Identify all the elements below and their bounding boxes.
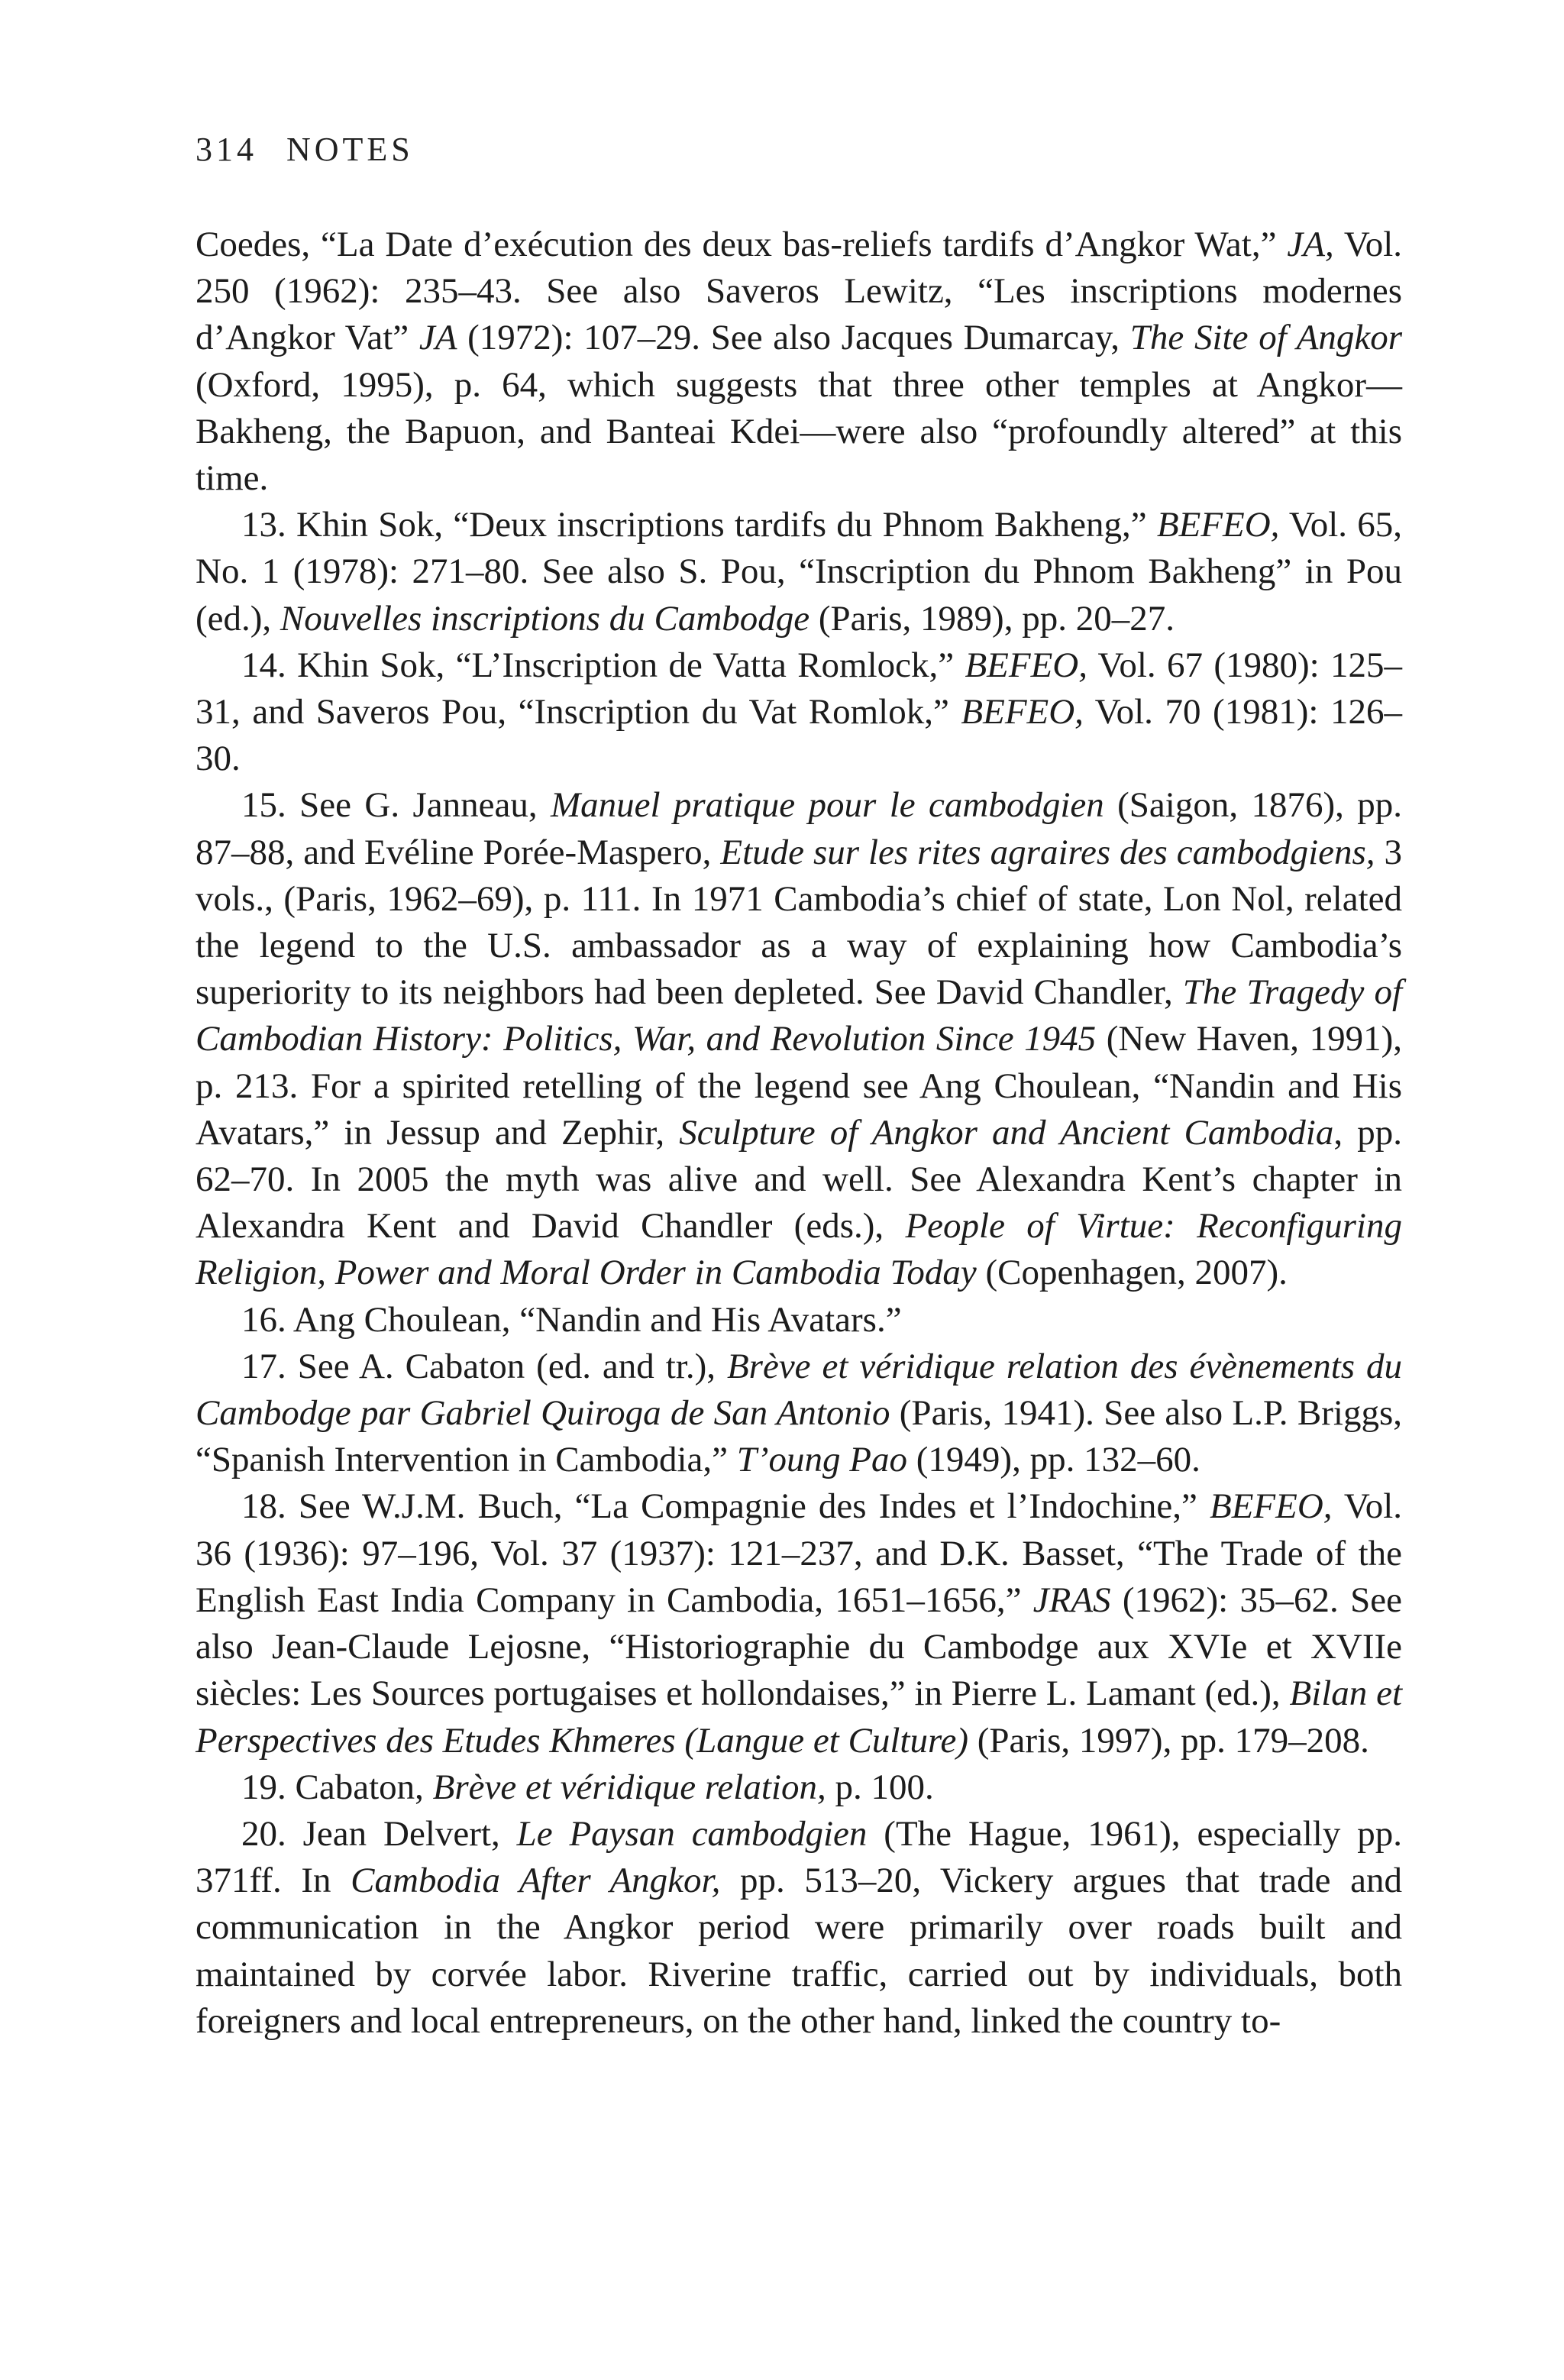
running-head bbox=[196, 128, 414, 171]
italic-title: Nouvelles inscriptions du Cambodge bbox=[280, 598, 810, 639]
italic-title: BEFEO, bbox=[965, 645, 1087, 685]
endnote-17 bbox=[196, 1344, 1402, 1484]
note-number: 15. bbox=[241, 785, 286, 826]
italic-title: People of Virtue: Reconfiguring Religion, Power and Moral Order in Cambodia Today bbox=[196, 1206, 1402, 1293]
note-number: 14. bbox=[241, 645, 286, 685]
italic-title: Brève et véridique relation, bbox=[432, 1767, 826, 1807]
section-title: NOTES bbox=[286, 131, 414, 168]
note-number: 19. bbox=[241, 1767, 286, 1807]
note-text: (1962): 35–62. See also Jean-Claude Lejosne, “Historiographie du Cambodge aux XVIe et XVIIe siècles: Les Sources portugaises et hollondaises,” in Pierre L. Lamant (ed.), bbox=[196, 1580, 1402, 1714]
italic-title: BEFEO, bbox=[961, 692, 1084, 732]
notes-body bbox=[196, 222, 1402, 2045]
endnote-14 bbox=[196, 642, 1402, 783]
note-text: Cabaton, bbox=[295, 1767, 433, 1807]
note-text: (Copenhagen, 2007). bbox=[976, 1253, 1288, 1293]
note-number: 20. bbox=[241, 1813, 286, 1854]
note-text: See W.J.M. Buch, “La Compagnie des Indes et l’Indochine,” bbox=[298, 1486, 1210, 1527]
note-text: Coedes, “La Date d’exécution des deux bas-reliefs tardifs d’Angkor Wat,” bbox=[196, 225, 1288, 264]
italic-title: Sculpture of Angkor and Ancient Cambodia bbox=[679, 1112, 1334, 1153]
note-text: p. 100. bbox=[826, 1767, 934, 1807]
note-text: Khin Sok, “Deux inscriptions tardifs du Phnom Bakheng,” bbox=[296, 505, 1157, 545]
italic-title: The Tragedy of Cambodian History: Politics, War, and Revolution Since 1945 bbox=[196, 972, 1402, 1059]
note-number: 18. bbox=[241, 1486, 286, 1527]
note-text: (Paris, 1989), pp. 20–27. bbox=[809, 598, 1175, 639]
italic-title: Le Paysan cambodgien bbox=[516, 1813, 868, 1854]
italic-title: BEFEO, bbox=[1210, 1486, 1333, 1527]
italic-title: Etude sur les rites agraires des cambodgiens, bbox=[720, 832, 1375, 872]
note-text: See G. Janneau, bbox=[299, 785, 551, 826]
italic-title: JA bbox=[418, 318, 457, 358]
note-text: (The Hague, 1961), especially pp. 371ff. In bbox=[196, 1813, 1402, 1901]
note-number: 16. bbox=[241, 1299, 286, 1340]
endnote-18 bbox=[196, 1483, 1402, 1764]
italic-title: Cambodia After Angkor, bbox=[351, 1861, 721, 1901]
italic-title: BEFEO, bbox=[1156, 505, 1280, 545]
note-text: Khin Sok, “L’Inscription de Vatta Romlock,” bbox=[297, 645, 965, 685]
note-text: Jean Delvert, bbox=[302, 1813, 517, 1854]
italic-title: Manuel pratique pour le cambodgien bbox=[550, 785, 1104, 826]
note-text: (1949), pp. 132–60. bbox=[907, 1440, 1200, 1480]
italic-title: JRAS bbox=[1032, 1580, 1111, 1620]
note-text: (1972): 107–29. See also Jacques Dumarcay, bbox=[457, 318, 1130, 358]
italic-title: JA, bbox=[1287, 225, 1334, 264]
italic-title: Bilan et Perspectives des Etudes Khmeres (Langue et Culture) bbox=[196, 1673, 1403, 1761]
note-text: pp. 513–20, Vickery argues that trade and communication in the Angkor period were primarily over roads built and maintained by corvée labor. Riverine traffic, carried out by individuals, both foreigners and local entrepreneurs, on the other hand, linked the country to- bbox=[196, 1861, 1402, 2041]
endnote-16 bbox=[196, 1297, 1402, 1344]
note-text: 3 vols., (Paris, 1962–69), p. 111. In 1971 Cambodia’s chief of state, Lon Nol, related the legend to the U.S. ambassador as a way of explaining how Cambodia’s superiority to its neighbors had been depleted. See David Chandler, bbox=[196, 832, 1403, 1013]
endnote-continuation bbox=[196, 222, 1402, 502]
endnote-13 bbox=[196, 502, 1402, 642]
note-text: (Paris, 1997), pp. 179–208. bbox=[968, 1720, 1369, 1761]
note-text: (Saigon, 1876), pp. 87–88, and Evéline Porée-Maspero, bbox=[196, 785, 1402, 872]
page-number: 314 bbox=[196, 131, 257, 168]
note-text: Vol. 67 (1980): 125–31, and Saveros Pou, “Inscription du Vat Romlok,” bbox=[196, 645, 1402, 732]
endnote-15 bbox=[196, 782, 1402, 1296]
endnote-20 bbox=[196, 1811, 1402, 2045]
endnote-19 bbox=[196, 1764, 1402, 1811]
note-number: 13. bbox=[241, 505, 286, 545]
note-text: (Paris, 1941). See also L.P. Briggs, “Spanish Intervention in Cambodia,” bbox=[196, 1393, 1402, 1480]
note-text: See A. Cabaton (ed. and tr.), bbox=[297, 1346, 727, 1386]
note-text: Vol. 36 (1936): 97–196, Vol. 37 (1937): 121–237, and D.K. Basset, “The Trade of the English East India Company in Cambodia, 1651–1656,” bbox=[196, 1486, 1403, 1620]
italic-title: Brève et véridique relation des évènements du Cambodge par Gabriel Quiroga de San Antonio bbox=[196, 1346, 1403, 1434]
italic-title: T’oung Pao bbox=[736, 1440, 908, 1480]
note-number: 17. bbox=[241, 1346, 286, 1386]
note-text: (New Haven, 1991), p. 213. For a spirited retelling of the legend see Ang Choulean, “Nandin and His Avatars,” in Jessup and Zephir, bbox=[196, 1019, 1402, 1153]
italic-title: The Site of Angkor bbox=[1129, 318, 1402, 358]
note-text: Vol. 65, No. 1 (1978): 271–80. See also S. Pou, “Inscription du Phnom Bakheng” in Pou (ed.), bbox=[196, 505, 1403, 639]
note-text: Ang Choulean, “Nandin and His Avatars.” bbox=[292, 1299, 902, 1340]
note-text: , pp. 62–70. In 2005 the myth was alive and well. See Alexandra Kent’s chapter in Alexandra Kent and David Chandler (eds.), bbox=[196, 1112, 1402, 1247]
note-text: Vol. 70 (1981): 126–30. bbox=[196, 692, 1403, 779]
note-text: (Oxford, 1995), p. 64, which suggests that three other temples at Angkor—Bakheng, the Bapuon, and Banteai Kdei—were also “profoundly altered” at this time. bbox=[196, 364, 1402, 499]
note-text: Vol. 250 (1962): 235–43. See also Saveros Lewitz, “Les inscriptions modernes d’Angkor Vat” bbox=[196, 225, 1403, 358]
